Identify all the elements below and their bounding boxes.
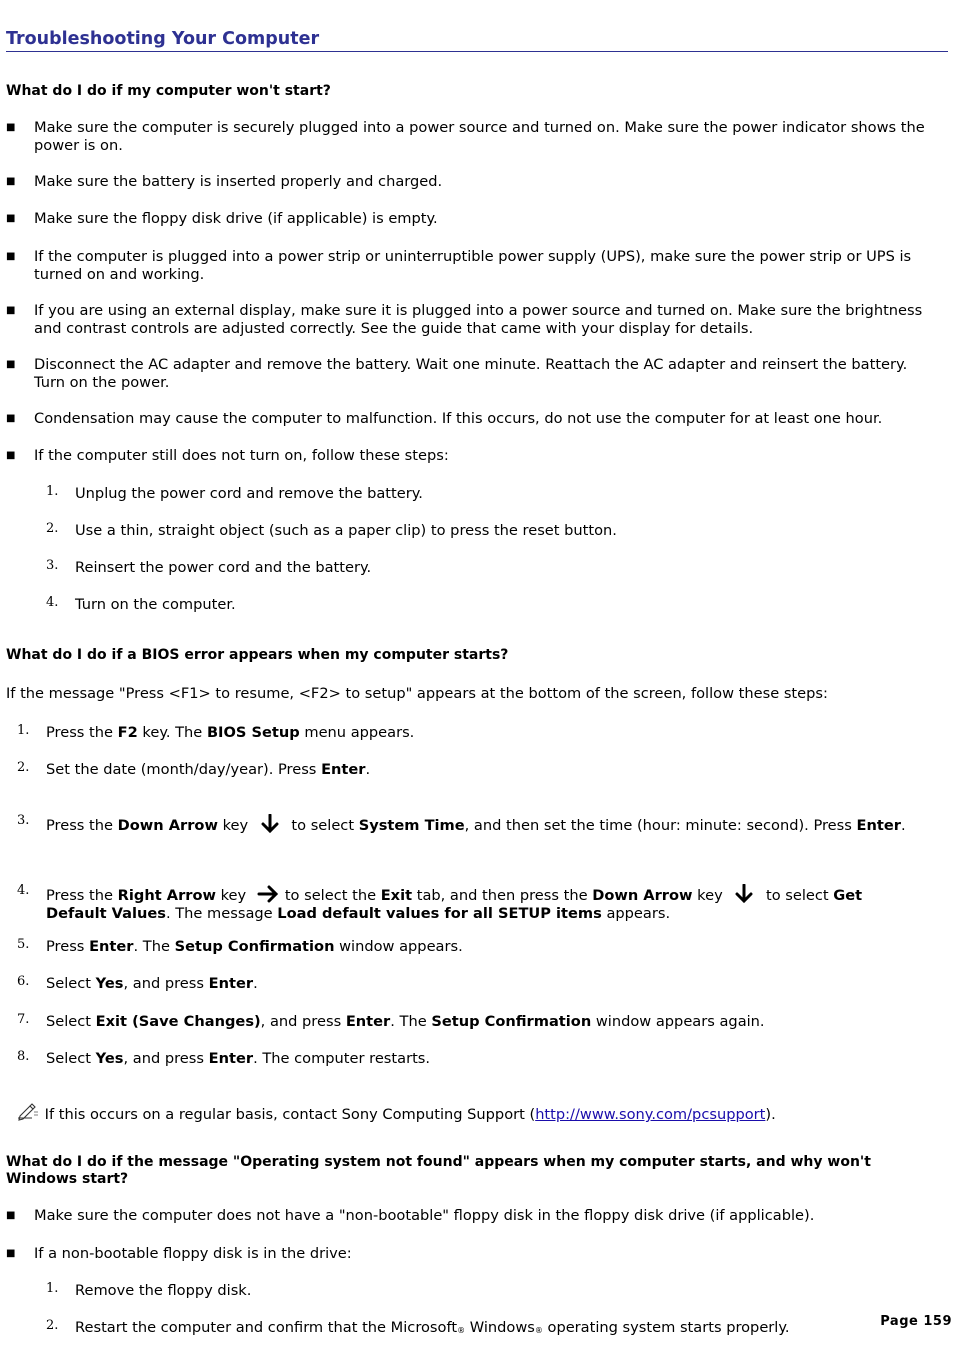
bullet-icon: ■	[6, 1210, 16, 1221]
bullet-icon: ■	[6, 176, 16, 187]
bullet-icon: ■	[6, 1248, 16, 1259]
down-arrow-key-icon	[259, 814, 281, 834]
bullet-icon: ■	[6, 251, 16, 262]
page-number: Page 159	[880, 1314, 952, 1329]
bullet-icon: ■	[6, 450, 16, 461]
down-arrow-key-icon	[733, 884, 755, 904]
page-title: Troubleshooting Your Computer	[6, 29, 948, 52]
section2-intro: If the message "Press <F1> to resume, <F2> to setup" appears at the bottom of the screen, follow these steps:	[6, 685, 828, 702]
bullet-icon: ■	[6, 359, 16, 370]
section1-heading: What do I do if my computer won't start?	[6, 83, 331, 99]
right-arrow-key-icon	[257, 884, 279, 904]
bullet-icon: ■	[6, 213, 16, 224]
section2-heading: What do I do if a BIOS error appears when my computer starts?	[6, 647, 509, 663]
bullet-icon: ■	[6, 413, 16, 424]
support-note: If this occurs on a regular basis, contact Sony Computing Support (http://www.sony.com/pcsupport).	[16, 1103, 776, 1124]
section3-heading: What do I do if the message "Operating system not found" appears when my computer starts, and why won't Windows start?	[6, 1154, 871, 1187]
sony-support-link[interactable]: http://www.sony.com/pcsupport	[535, 1106, 766, 1123]
bullet-icon: ■	[6, 305, 16, 316]
bullet-icon: ■	[6, 122, 16, 133]
note-pencil-icon	[16, 1103, 40, 1121]
